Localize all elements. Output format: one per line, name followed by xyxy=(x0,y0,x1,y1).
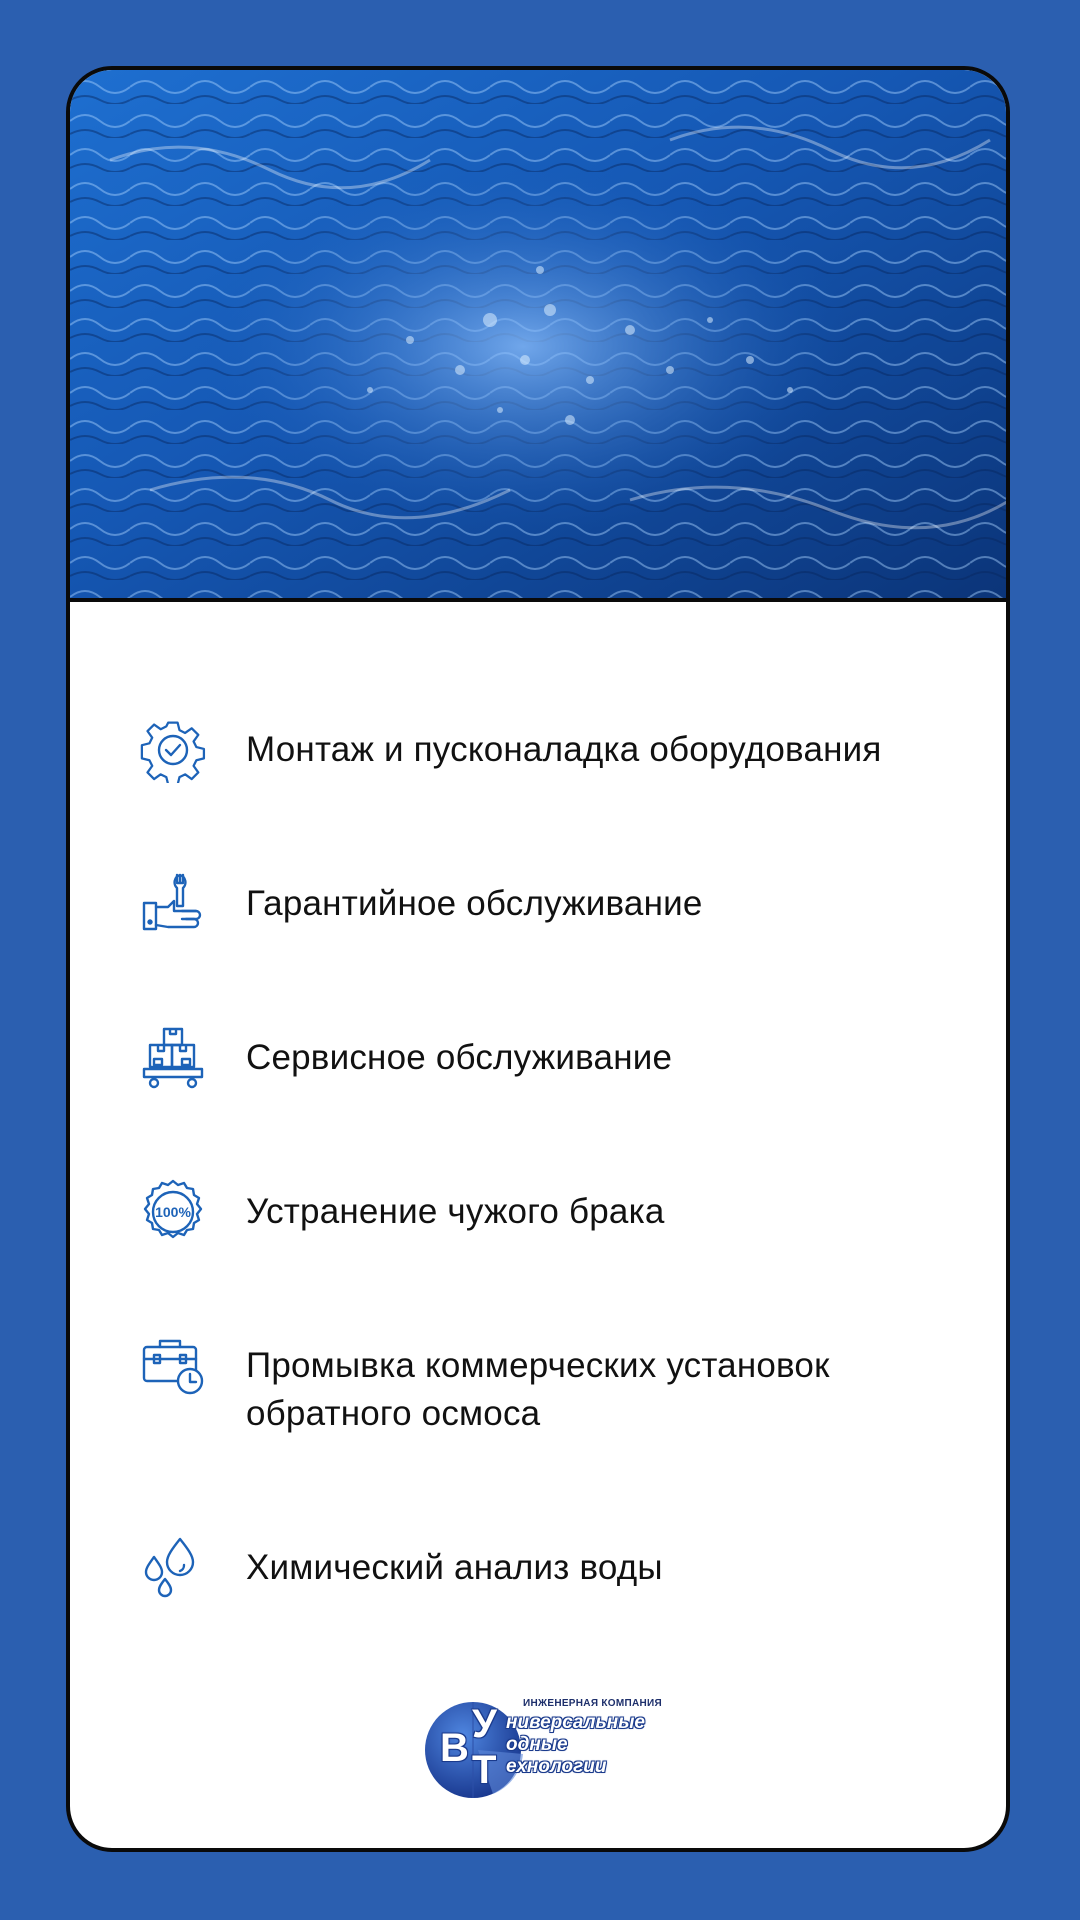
service-label: Устранение чужого брака xyxy=(246,1192,665,1231)
hand-wrench-icon xyxy=(138,869,208,939)
badge-text: 100% xyxy=(155,1204,191,1220)
logo-word-3: ехнологии xyxy=(506,1756,607,1777)
logo-tagline: ИНЖЕНЕРНАЯ КОМПАНИЯ xyxy=(523,1698,663,1709)
badge-100-icon xyxy=(138,1177,208,1247)
water-drops-icon xyxy=(138,1533,208,1603)
service-label: Сервисное обслуживание xyxy=(246,1038,673,1077)
logo-word-1: ниверсальные xyxy=(506,1712,645,1733)
service-label: Химический анализ воды xyxy=(246,1548,663,1587)
briefcase-clock-icon xyxy=(138,1331,208,1401)
logo-letter-u: У xyxy=(472,1702,497,1746)
water-photo xyxy=(70,70,1006,602)
boxes-cart-icon xyxy=(138,1023,208,1093)
logo-word-2: одные xyxy=(506,1734,568,1755)
service-label: Промывка коммерческих установок обратного осмоса xyxy=(246,1346,830,1433)
service-label: Гарантийное обслуживание xyxy=(246,884,703,923)
service-label: Монтаж и пусконаладка оборудования xyxy=(246,730,882,769)
service-card xyxy=(66,66,1010,1852)
company-logo xyxy=(418,1688,678,1808)
logo-letter-v: В xyxy=(440,1726,469,1770)
gear-check-icon xyxy=(138,715,208,785)
logo-letter-t: Т xyxy=(472,1748,497,1792)
